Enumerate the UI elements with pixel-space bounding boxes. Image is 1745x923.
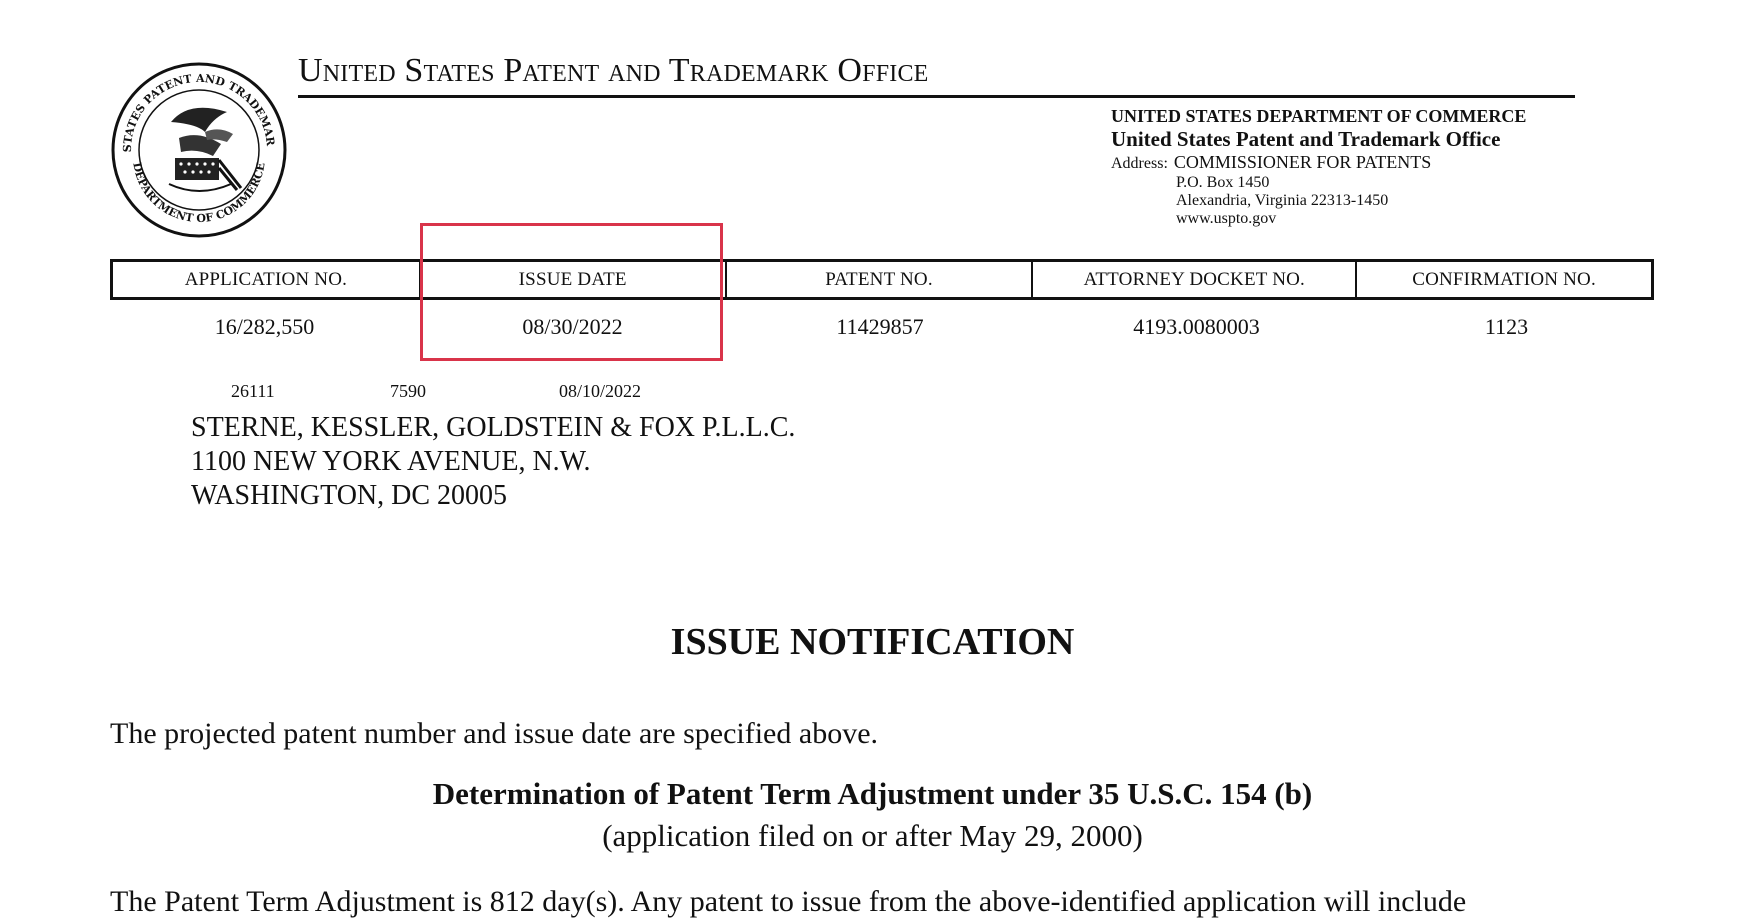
office-masthead: United States Patent and Trademark Office — [298, 52, 929, 89]
address-label: Address: — [1111, 155, 1168, 172]
attorney-docket-no-value: 4193.0080003 — [1133, 314, 1260, 339]
issue-date-highlight-box — [420, 223, 723, 361]
header-issue-date: ISSUE DATE — [421, 262, 727, 297]
recipient-address — [191, 411, 795, 513]
masthead-rule — [298, 95, 1575, 98]
po-box: P.O. Box 1450 — [1176, 174, 1270, 191]
recipient-line-3: WASHINGTON, DC 20005 — [191, 480, 508, 511]
recipient-line-2: 1100 NEW YORK AVENUE, N.W. — [191, 446, 591, 477]
seal-bottom-text: DEPARTMENT OF COMMERCE — [130, 161, 268, 226]
patent-no-value: 11429857 — [836, 314, 924, 339]
mail-date: 08/10/2022 — [559, 381, 642, 401]
department-block — [1111, 107, 1526, 229]
pta-paragraph: The Patent Term Adjustment is 812 day(s). Any patent to issue from the above-identified application will include — [110, 885, 1467, 918]
address-recipient: COMMISSIONER FOR PATENTS — [1173, 152, 1432, 172]
header-values-row — [110, 312, 1654, 342]
department-name: UNITED STATES DEPARTMENT OF COMMERCE — [1111, 106, 1527, 126]
confirmation-no-value: 1123 — [1484, 314, 1529, 339]
address-line — [1111, 153, 1526, 175]
city-state-zip: Alexandria, Virginia 22313-1450 — [1176, 192, 1389, 209]
customer-number: 26111 — [231, 381, 275, 401]
header-table — [110, 259, 1654, 300]
header-attorney-docket-no: ATTORNEY DOCKET NO. — [1033, 262, 1357, 297]
determination-subheading: (application filed on or after May 29, 2000) — [602, 818, 1143, 853]
website-link[interactable]: www.uspto.gov — [1176, 210, 1277, 227]
uspto-seal — [109, 60, 289, 240]
header-confirmation-no: CONFIRMATION NO. — [1412, 268, 1596, 290]
recipient-line-1: STERNE, KESSLER, GOLDSTEIN & FOX P.L.L.C. — [191, 412, 796, 443]
document-title: ISSUE NOTIFICATION — [670, 621, 1075, 663]
header-application-no: APPLICATION NO. — [113, 262, 421, 297]
seal-top-text: STATES PATENT AND TRADEMAR — [120, 71, 277, 153]
determination-heading: Determination of Patent Term Adjustment under 35 U.S.C. 154 (b) — [432, 776, 1313, 811]
issue-date-value: 08/30/2022 — [522, 314, 623, 339]
header-patent-no: PATENT NO. — [727, 262, 1034, 297]
office-name: United States Patent and Trademark Office — [1111, 127, 1501, 151]
application-no-value: 16/282,550 — [214, 314, 315, 339]
form-code: 7590 — [390, 381, 426, 401]
projected-info-paragraph: The projected patent number and issue date are specified above. — [110, 717, 879, 750]
